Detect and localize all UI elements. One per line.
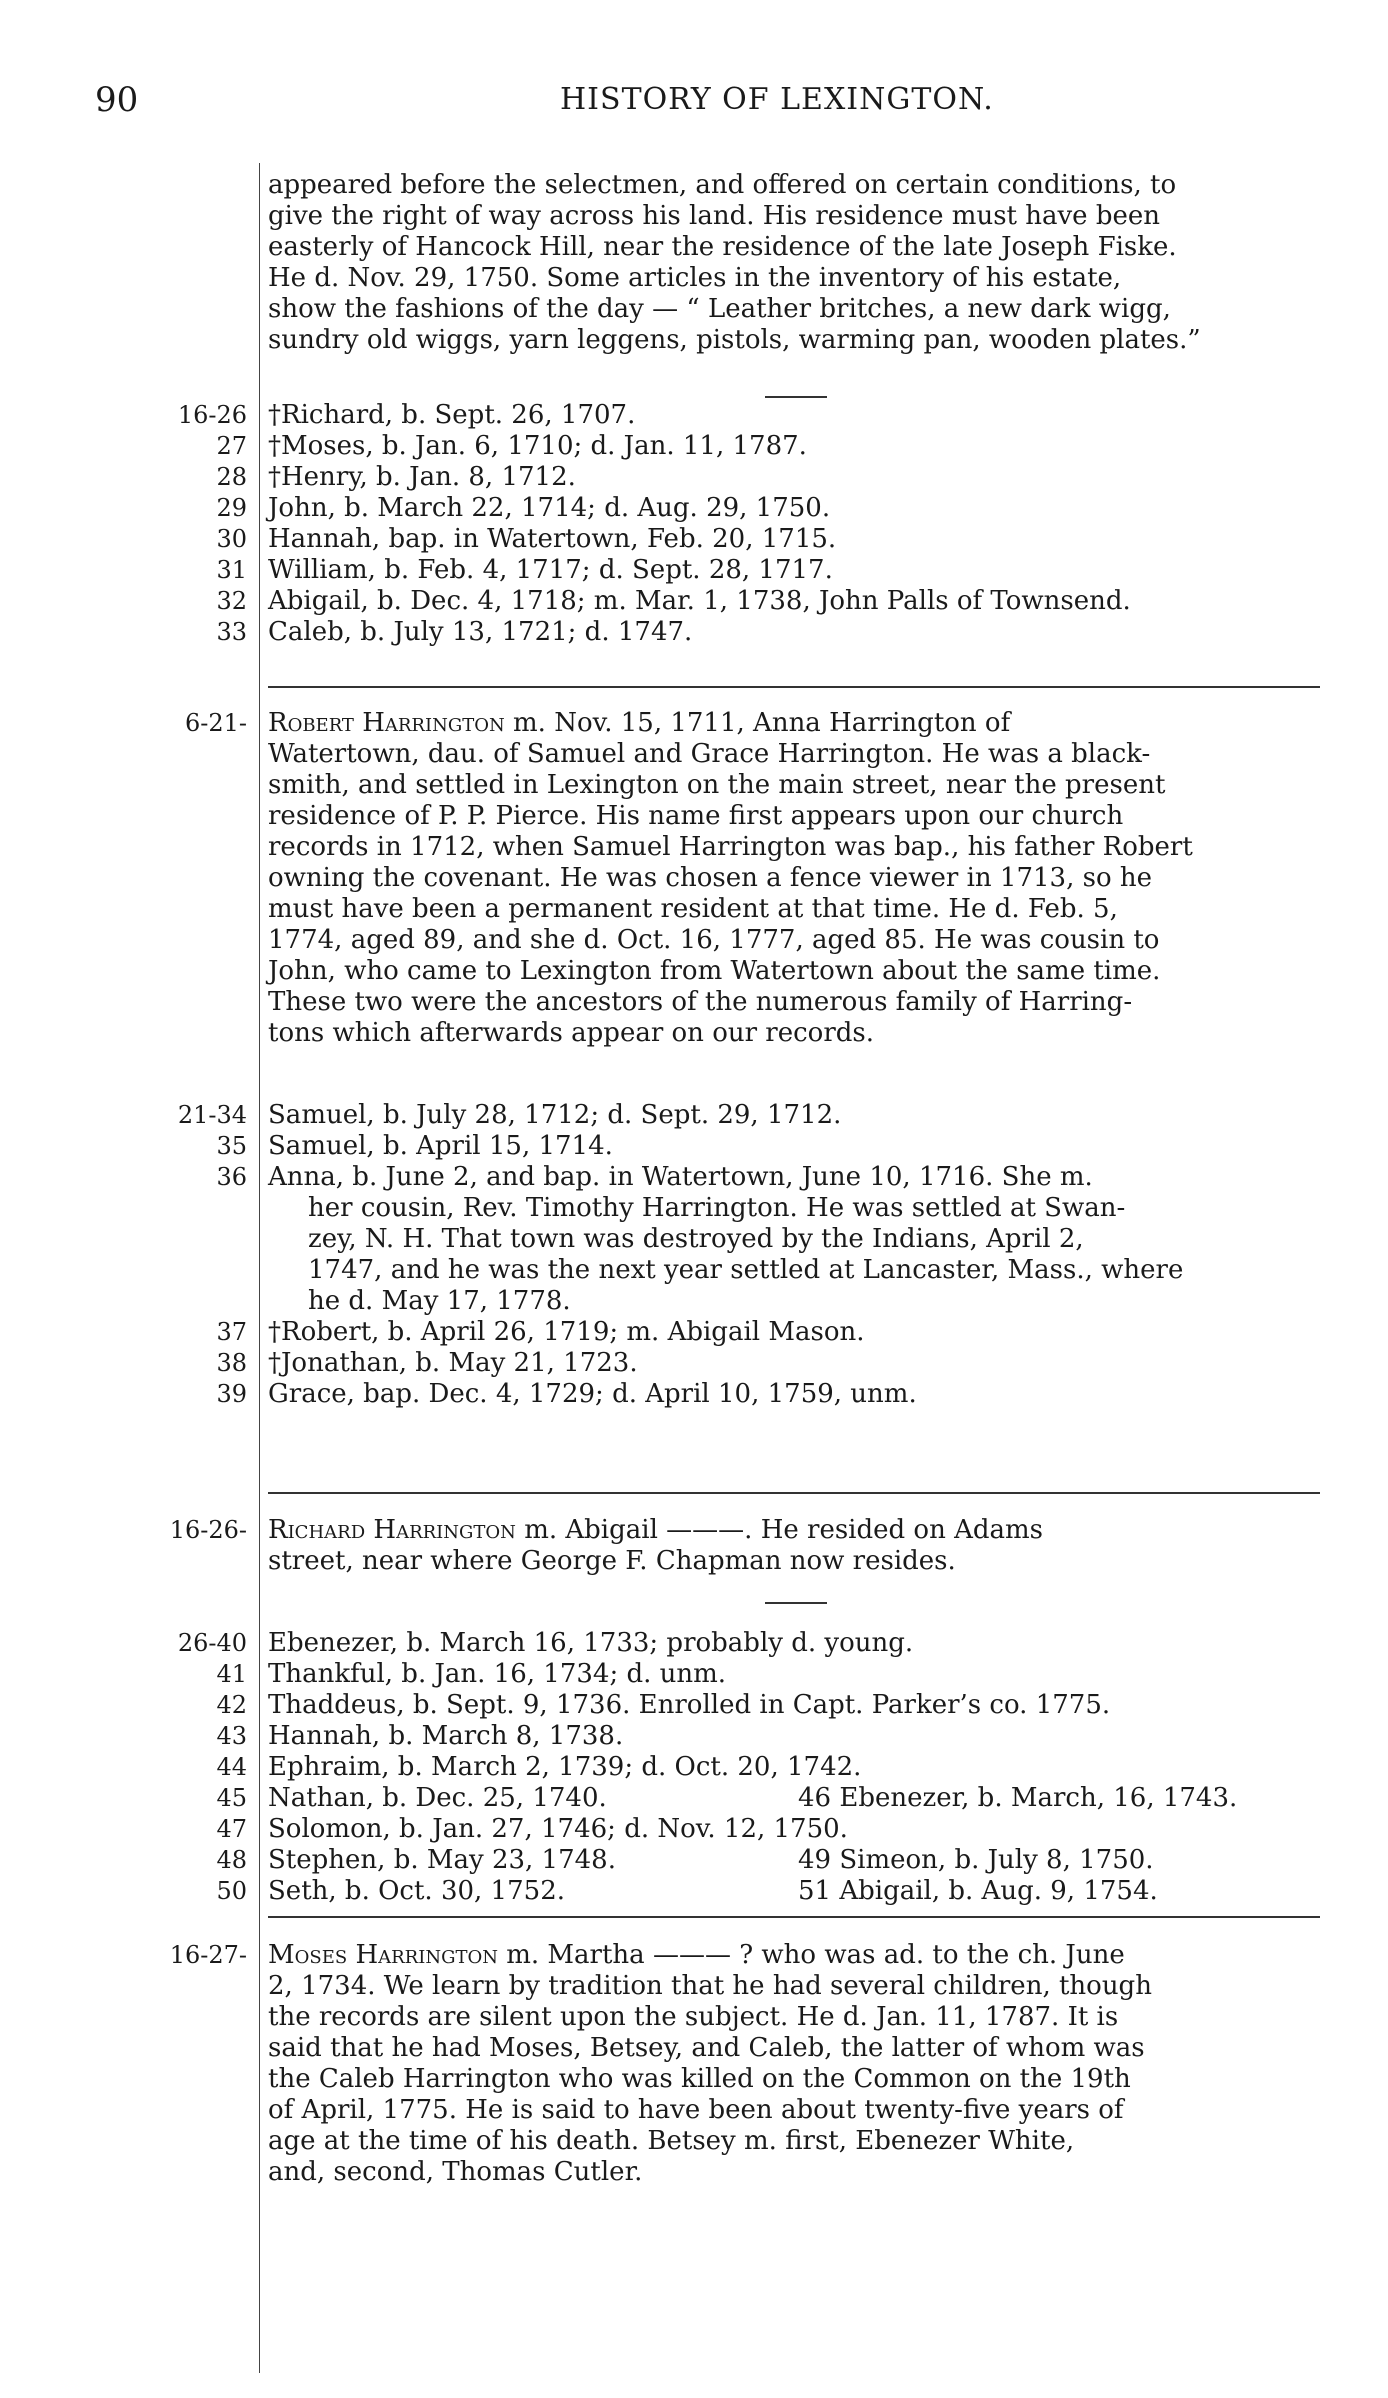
- person-name: Robert Harrington: [268, 708, 505, 738]
- entry-numbers: [90, 1628, 247, 1907]
- section-separator: [765, 1602, 827, 1604]
- list-item: [268, 1690, 1320, 1721]
- list-item: [268, 1876, 1320, 1907]
- intro-paragraph: [268, 170, 1320, 356]
- section-separator: [765, 396, 827, 398]
- entry-number: 33: [216, 618, 247, 646]
- page-header: [0, 80, 1388, 130]
- text-line: [268, 1515, 1320, 1546]
- text-line: street, near where George F. Chapman now resides.: [268, 1546, 956, 1576]
- list-item: †Henry, b. Jan. 8, 1712.: [268, 462, 576, 492]
- text-line: m. Nov. 15, 1711, Anna Harrington of: [504, 708, 1011, 738]
- entry-number: 6-21-: [184, 709, 247, 737]
- entry-number: 16-26: [177, 401, 247, 429]
- list-item: [268, 1659, 1320, 1690]
- entry-number: 35: [216, 1132, 247, 1160]
- list-item-text: Stephen, b. May 23, 1748.: [268, 1845, 616, 1875]
- entry-number: 16-26-: [169, 1516, 247, 1544]
- list-item: [268, 1721, 1320, 1752]
- section-separator: [268, 1916, 1320, 1918]
- text-line: 1774, aged 89, and she d. Oct. 16, 1777, aged 85. He was cousin to: [268, 925, 1160, 955]
- text-line: Watertown, dau. of Samuel and Grace Harrington. He was a black-: [268, 739, 1151, 769]
- entry-number: 47: [216, 1815, 247, 1843]
- moses-paragraph: [268, 1940, 1320, 2188]
- entry-number: 42: [216, 1691, 247, 1719]
- section-separator: [268, 1492, 1320, 1494]
- entry-number: 43: [216, 1722, 247, 1750]
- children-list: [268, 400, 1320, 648]
- text-line: sundry old wiggs, yarn leggens, pistols, warming pan, wooden plates.”: [268, 325, 1201, 355]
- list-item-continuation: her cousin, Rev. Timothy Harrington. He was settled at Swan-: [308, 1193, 1126, 1223]
- text-line: of April, 1775. He is said to have been about twenty-five years of: [268, 2095, 1124, 2125]
- person-name: Moses Harrington: [268, 1940, 498, 1970]
- richard-paragraph: [268, 1515, 1320, 1577]
- text-line: appeared before the selectmen, and offered on certain conditions, to: [268, 170, 1177, 200]
- list-item: Grace, bap. Dec. 4, 1729; d. April 10, 1759, unm.: [268, 1379, 917, 1409]
- entry-number: 16-27-: [169, 1941, 247, 1969]
- entry-number: 37: [216, 1318, 247, 1346]
- list-item: William, b. Feb. 4, 1717; d. Sept. 28, 1717.: [268, 555, 833, 585]
- list-item-second: 49 Simeon, b. July 8, 1750.: [798, 1845, 1154, 1875]
- entry-numbers: [90, 1515, 247, 1546]
- list-item: John, b. March 22, 1714; d. Aug. 29, 1750.: [268, 493, 831, 523]
- entry-number: 30: [216, 525, 247, 553]
- list-item-text: Solomon, b. Jan. 27, 1746; d. Nov. 12, 1750.: [268, 1814, 848, 1844]
- list-item: [268, 1814, 1320, 1845]
- text-line: smith, and settled in Lexington on the main street, near the present: [268, 770, 1166, 800]
- text-line: m. Martha ——— ? who was ad. to the ch. June: [497, 1940, 1125, 1970]
- list-item: Samuel, b. April 15, 1714.: [268, 1131, 613, 1161]
- list-item-text: Thankful, b. Jan. 16, 1734; d. unm.: [268, 1659, 727, 1689]
- section-separator: [268, 686, 1320, 688]
- text-line: John, who came to Lexington from Watertown about the same time.: [268, 956, 1161, 986]
- list-item-text: Ebenezer, b. March 16, 1733; probably d. young.: [268, 1628, 914, 1658]
- list-item: Hannah, bap. in Watertown, Feb. 20, 1715.: [268, 524, 837, 554]
- entry-number: [90, 1224, 247, 1255]
- entry-number: [90, 1286, 247, 1317]
- entry-number: 31: [216, 556, 247, 584]
- entry-number: 48: [216, 1846, 247, 1874]
- entry-number: 39: [216, 1380, 247, 1408]
- list-item-text: Thaddeus, b. Sept. 9, 1736. Enrolled in Capt. Parker’s co. 1775.: [268, 1690, 1111, 1720]
- text-line: give the right of way across his land. His residence must have been: [268, 201, 1160, 231]
- text-line: said that he had Moses, Betsey, and Caleb, the latter of whom was: [268, 2033, 1145, 2063]
- list-item-text: Hannah, b. March 8, 1738.: [268, 1721, 624, 1751]
- list-item-second: 46 Ebenezer, b. March, 16, 1743.: [798, 1783, 1238, 1813]
- text-line: [268, 1940, 1320, 1971]
- entry-number: 21-34: [177, 1101, 247, 1129]
- entry-numbers: [90, 1100, 247, 1410]
- text-line: 2, 1734. We learn by tradition that he had several children, though: [268, 1971, 1152, 2001]
- list-item: [268, 1628, 1320, 1659]
- text-line: residence of P. P. Pierce. His name first appears upon our church: [268, 801, 1124, 831]
- list-item-continuation: 1747, and he was the next year settled at Lancaster, Mass., where: [308, 1255, 1184, 1285]
- text-line: owning the covenant. He was chosen a fence viewer in 1713, so he: [268, 863, 1152, 893]
- list-item-second: 51 Abigail, b. Aug. 9, 1754.: [798, 1876, 1158, 1906]
- entry-number: 50: [216, 1877, 247, 1905]
- list-item: Anna, b. June 2, and bap. in Watertown, June 10, 1716. She m.: [268, 1162, 1093, 1192]
- entry-numbers: [90, 708, 247, 739]
- text-line: records in 1712, when Samuel Harrington was bap., his father Robert: [268, 832, 1193, 862]
- entry-numbers: [90, 400, 247, 648]
- list-item: [268, 1783, 1320, 1814]
- list-item: †Robert, b. April 26, 1719; m. Abigail Mason.: [268, 1317, 865, 1347]
- page-number: 90: [95, 80, 139, 120]
- list-item-continuation: he d. May 17, 1778.: [308, 1286, 571, 1316]
- list-item: Abigail, b. Dec. 4, 1718; m. Mar. 1, 1738, John Palls of Townsend.: [268, 586, 1131, 616]
- text-line: He d. Nov. 29, 1750. Some articles in the inventory of his estate,: [268, 263, 1122, 293]
- entry-number: [90, 1193, 247, 1224]
- children-list: [268, 1628, 1320, 1907]
- list-item-text: Nathan, b. Dec. 25, 1740.: [268, 1783, 607, 1813]
- list-item: †Moses, b. Jan. 6, 1710; d. Jan. 11, 1787.: [268, 431, 807, 461]
- robert-paragraph: [268, 708, 1320, 1049]
- entry-number: 44: [216, 1753, 247, 1781]
- list-item: [268, 1845, 1320, 1876]
- text-line: show the fashions of the day — “ Leather britches, a new dark wigg,: [268, 294, 1171, 324]
- entry-number: [90, 1255, 247, 1286]
- entry-number: 38: [216, 1349, 247, 1377]
- list-item: Samuel, b. July 28, 1712; d. Sept. 29, 1712.: [268, 1100, 842, 1130]
- text-line: must have been a permanent resident at that time. He d. Feb. 5,: [268, 894, 1118, 924]
- entry-number: 27: [216, 432, 247, 460]
- list-item-text: Seth, b. Oct. 30, 1752.: [268, 1876, 565, 1906]
- entry-number: 36: [216, 1163, 247, 1191]
- entry-number: 45: [216, 1784, 247, 1812]
- text-line: the Caleb Harrington who was killed on the Common on the 19th: [268, 2064, 1131, 2094]
- list-item-continuation: zey, N. H. That town was destroyed by the Indians, April 2,: [308, 1224, 1084, 1254]
- list-item: [268, 1752, 1320, 1783]
- entry-number: 32: [216, 587, 247, 615]
- text-line: and, second, Thomas Cutler.: [268, 2157, 643, 2187]
- children-list: [268, 1100, 1320, 1410]
- list-item: †Richard, b. Sept. 26, 1707.: [268, 400, 636, 430]
- text-line: easterly of Hancock Hill, near the residence of the late Joseph Fiske.: [268, 232, 1177, 262]
- margin-rule: [259, 163, 260, 2373]
- person-name: Richard Harrington: [268, 1515, 516, 1545]
- text-line: age at the time of his death. Betsey m. first, Ebenezer White,: [268, 2126, 1075, 2156]
- text-line: tons which afterwards appear on our records.: [268, 1018, 874, 1048]
- entry-number: 29: [216, 494, 247, 522]
- text-line: These two were the ancestors of the numerous family of Harring-: [268, 987, 1133, 1017]
- text-line: [268, 708, 1320, 739]
- entry-numbers: [90, 1940, 247, 1971]
- text-line: the records are silent upon the subject. He d. Jan. 11, 1787. It is: [268, 2002, 1119, 2032]
- entry-number: 26-40: [177, 1629, 247, 1657]
- list-item-text: Ephraim, b. March 2, 1739; d. Oct. 20, 1742.: [268, 1752, 862, 1782]
- list-item: †Jonathan, b. May 21, 1723.: [268, 1348, 638, 1378]
- text-line: m. Abigail ———. He resided on Adams: [515, 1515, 1044, 1545]
- entry-number: 28: [216, 463, 247, 491]
- running-title: HISTORY OF LEXINGTON.: [560, 82, 994, 117]
- list-item: Caleb, b. July 13, 1721; d. 1747.: [268, 617, 693, 647]
- entry-number: 41: [216, 1660, 247, 1688]
